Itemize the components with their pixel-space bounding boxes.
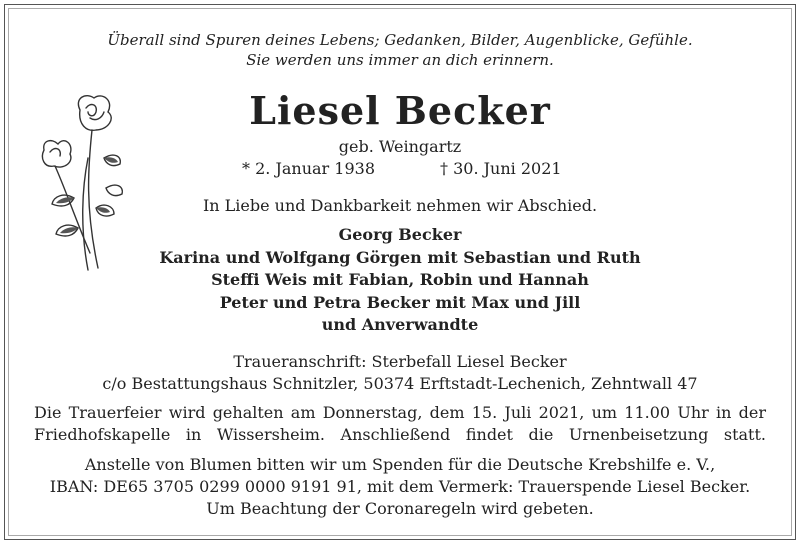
covid-note: Um Beachtung der Coronaregeln wird gebeten.	[206, 499, 594, 518]
ceremony-line-2: Friedhofskapelle in Wissersheim. Anschließend findet die Urnenbeisetzung statt.	[34, 425, 766, 444]
ceremony-line-1: Die Trauerfeier wird gehalten am Donnerstag, dem 15. Juli 2021, um 11.00 Uhr in der	[34, 403, 766, 422]
mourner-line: Peter und Petra Becker mit Max und Jill	[219, 292, 581, 312]
address-line-2: c/o Bestattungshaus Schnitzler, 50374 Erftstadt-Lechenich, Zehntwall 47	[102, 374, 698, 393]
birth-date: * 2. Januar 1938	[242, 159, 375, 178]
address-line-1: Traueranschrift: Sterbefall Liesel Becker	[233, 352, 567, 371]
mourner-line: Georg Becker	[338, 225, 462, 244]
donation-notice	[34, 454, 766, 498]
mourners-list	[0, 224, 800, 337]
motto-line-1: Überall sind Spuren deines Lebens; Gedanken, Bilder, Augenblicke, Gefühle.	[107, 31, 693, 49]
death-date: † 30. Juni 2021	[440, 159, 562, 178]
mourner-line: und Anverwandte	[321, 315, 479, 334]
mourner-line: Steffi Weis mit Fabian, Robin und Hannah	[211, 270, 589, 289]
deceased-name: Liesel Becker	[249, 88, 551, 133]
donation-line-1: Anstelle von Blumen bitten wir um Spenden für die Deutsche Krebshilfe e. V.,	[84, 455, 716, 474]
mourner-line: Karina und Wolfgang Görgen mit Sebastian und Ruth	[159, 247, 641, 267]
donation-line-2: IBAN: DE65 3705 0299 0000 9191 91, mit dem Vermerk: Trauerspende Liesel Becker.	[49, 477, 751, 496]
maiden-name: geb. Weingartz	[338, 137, 462, 156]
farewell-text: In Liebe und Dankbarkeit nehmen wir Abschied.	[202, 196, 598, 215]
motto-line-2: Sie werden uns immer an dich erinnern.	[246, 51, 554, 69]
mourning-address	[0, 351, 800, 395]
ceremony-notice	[34, 402, 766, 446]
motto	[0, 30, 800, 70]
